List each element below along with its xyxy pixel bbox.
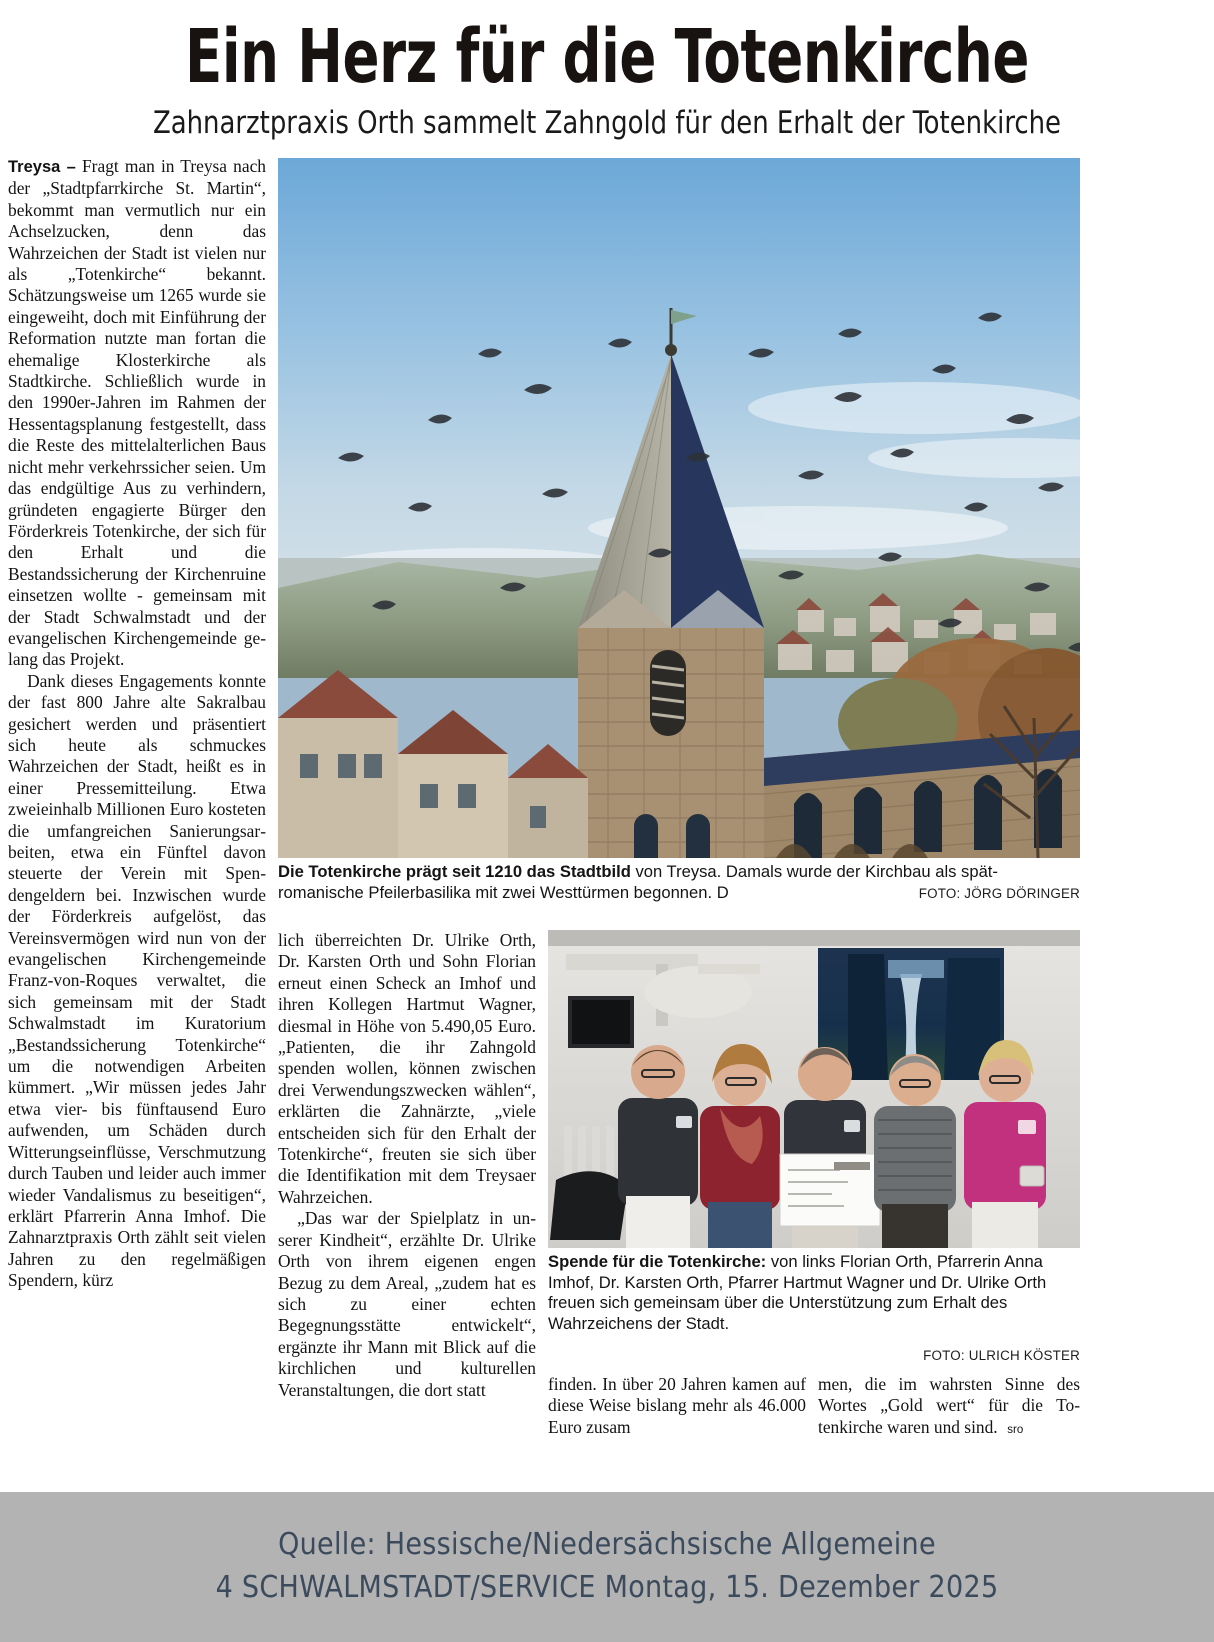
page-title: Ein Herz für die Totenkirche	[184, 14, 1030, 100]
totenkirche-illustration	[278, 158, 1080, 858]
footer-source-line: Quelle: Hessische/Niedersächsische Allgemeine	[278, 1527, 936, 1563]
footer-edition-line: 4 SCHWALMSTADT/SERVICE Montag, 15. Dezember 2025	[215, 1570, 999, 1605]
column3-paragraph-1: finden. In über 20 Jahren kamen auf diese Weise bislang mehr als 46.000 Euro zusam	[548, 1374, 806, 1437]
donation-caption-bold: Spende für die Totenkirche:	[548, 1252, 767, 1271]
text-column-3	[548, 1374, 806, 1468]
donation-caption-rest: von links Florian Orth, Pfarrerin Anna Imhof, Dr. Karsten Orth, Pfarrer Hartmut Wagner und Dr. Ulrike Orth freuen sich gemeinsam über die Unterstützung zum Erhalt des Wahrzeichens der Stadt.	[548, 1252, 1047, 1333]
dateline: Treysa –	[8, 158, 76, 176]
column2-paragraph-2: „Das war der Spielplatz in unserer Kindheit“, erzählte Dr. Ulrike Orth von ihrem eigenen engen Bezug zu dem Areal, „zudem hat es sich zu einer echten Begegnungsstätte entwickelt“, ergänzte ihr Mann mit Blick auf die kirchlichen und kulturellen Veranstaltungen, die dort statt	[278, 1208, 536, 1400]
column1-paragraph-2: Dank dieses Engagements konnte der fast 800 Jahre alte Sakralbau gesichert werden und präsentiert sich heute als schmuckes Wahrzeichen der Stadt, heißt es in einer Pressemitteilung. Etwa zweieinhalb Millionen Euro kosteten die umfangreichen Sanierungsarbeiten, etwa ein Fünftel davon steuerte der Verein mit Spendengeldern bei. Inzwischen wurde der Förderkreis aufgelöst, das Vereinsvermögen wird nun von der evangelischen Kirchengemeinde Franz-von-Roques verwaltet, die sich gemeinsam mit der Stadt Schwalmstadt im Kuratorium „Bestandssicherung Totenkirche“ um die notwendigen Arbeiten kümmert. „Wir müssen jedes Jahr etwa vier- bis fünftausend Euro aufwenden, um Schäden durch Witterungseinflüsse, Verschmutzung durch Tauben und leider auch immer wieder Vandalismus zu beseitigen“, erklärt Pfarrerin Anna Imhof. Die Zahnarztpraxis Orth zählt seit vielen Jahren zu den regelmäßigen Spendern, kürz	[8, 670, 266, 1291]
donation-photo	[548, 930, 1080, 1248]
column2-paragraph-1: lich überreichten Dr. Ulrike Orth, Dr. Karsten Orth und Sohn Florian erneut einen Scheck an Imhof und ihren Kollegen Hartmut Wagner, diesmal in Höhe von 5.490,05 Euro. „Patienten, die ihr Zahngold spenden wollen, können zwischen drei Verwendungszwecken wählen“, erklärten die Zahnärzte, „viele entscheiden sich für den Erhalt der Totenkirche“, freuten sie sich über die Identifikation mit dem Treysaer Wahrzeichen.	[278, 930, 536, 1207]
caption-lead-rest: von Treysa. Damals wurde der Kirchbau als spät-	[630, 862, 998, 881]
caption-lead-bold: Die Totenkirche prägt seit 1210 das Stadtbild	[278, 862, 631, 881]
column1-paragraph-1	[8, 156, 266, 671]
text-column-2	[278, 930, 536, 1468]
text-column-4	[818, 1374, 1080, 1468]
donation-group-illustration	[548, 930, 1080, 1248]
text-column-1	[8, 156, 266, 1468]
source-footer	[0, 1492, 1214, 1642]
author-signature: sro	[1007, 1423, 1024, 1436]
main-photo	[278, 158, 1080, 858]
column1-p1-body: Fragt man in Treysa nach der „Stadtpfarrkirche St. Martin“, bekommt man vermutlich nur ein Achselzucken, denn das Wahrzeichen der Stadt ist vielen nur als „Totenkirche“ bekannt. Schätzungsweise um 1265 wurde sie eingeweiht, doch mit Einführung der Reformation nutzte man fortan die ehemalige Klosterkirche als Stadtkirche. Schließlich wurde in den 1990er-Jahren im Rahmen der Hessentagsplanung festgestellt, dass die Reste des mittelalterlichen Baus nicht mehr verkehrssicher seien. Um das endgültige Aus zu verhindern, gründeten engagierte Bürger den Förderkreis Totenkirche, der sich für den Erhalt und die Bestandssicherung der Kirchenruine einsetzen wollte - gemeinsam mit der Stadt Schwalmstadt und der evangelischen Kirchengemeinde gelang das Projekt.	[8, 156, 266, 670]
main-photo-caption	[278, 862, 1080, 904]
page-subtitle: Zahnarztpraxis Orth sammelt Zahngold für den Erhalt der Totenkirche	[152, 105, 1062, 142]
caption-line2: romanische Pfeilerbasilika mit zwei Westtürmen begonnen. D	[278, 882, 729, 902]
donation-photo-credit: FOTO: ULRICH KÖSTER	[923, 1348, 1080, 1364]
donation-photo-caption	[548, 1252, 1080, 1363]
main-photo-credit: FOTO: JÖRG DÖRINGER	[918, 885, 1080, 901]
column4-paragraph-1	[818, 1374, 1080, 1441]
column4-p1-body: men, die im wahrsten Sinne des Wortes „Gold wert“ für die Totenkirche waren und sind.	[818, 1374, 1080, 1437]
